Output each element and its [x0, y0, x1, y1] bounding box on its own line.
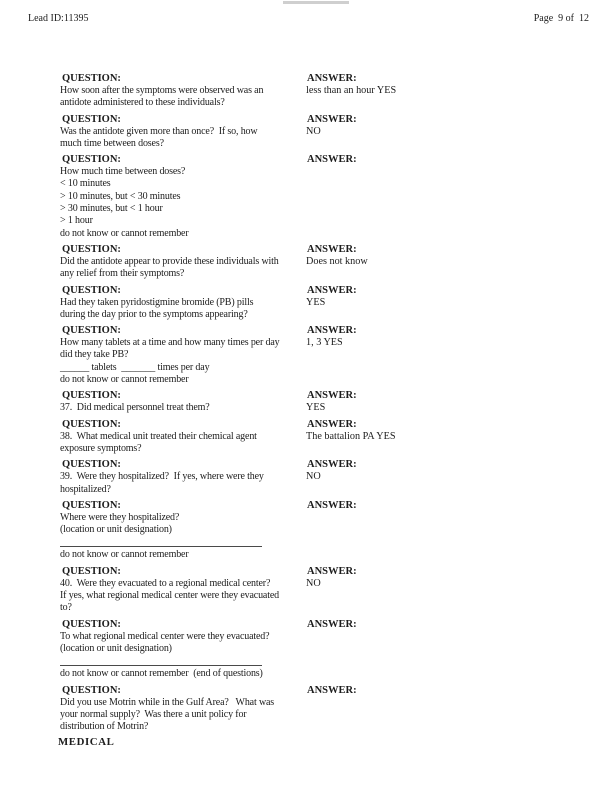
qa-block: [60, 618, 594, 681]
answer-column: [305, 113, 594, 151]
section-heading-medical: MEDICAL: [58, 736, 115, 749]
question-line: 40. Were they evacuated to a regional medical center?: [60, 577, 271, 589]
question-line: Had they taken pyridostigmine bromide (PB) pills: [60, 296, 254, 308]
question-column: [60, 153, 305, 240]
question-column: [60, 458, 305, 496]
question-label: QUESTION:: [62, 73, 121, 84]
question-line: How much time between doses?: [60, 166, 186, 178]
answer-column: [305, 389, 594, 414]
answer-label: ANSWER:: [307, 73, 357, 84]
question-column: [60, 565, 305, 615]
question-label: QUESTION:: [62, 284, 121, 296]
question-line: any relief from their symptoms?: [60, 268, 185, 280]
qa-block: [60, 389, 594, 414]
qa-block: [60, 418, 594, 456]
question-line: < 10 minutes: [60, 178, 111, 190]
question-column: [60, 324, 305, 386]
question-column: [60, 72, 305, 110]
answer-label: ANSWER:: [307, 684, 357, 696]
question-label: QUESTION:: [62, 113, 121, 125]
question-line: during the day prior to the symptoms appearing?: [60, 308, 248, 320]
lead-id: Lead ID:11395: [28, 13, 89, 24]
answer-label: ANSWER:: [307, 154, 357, 166]
answer-text: NO: [306, 125, 321, 137]
answer-text: The battalion PA YES: [306, 430, 396, 442]
answer-column: [305, 243, 594, 281]
question-column: [60, 618, 305, 681]
qa-block: [60, 113, 594, 151]
question-line: Did you use Motrin while in the Gulf Area? What was: [60, 696, 275, 708]
question-column: [60, 684, 305, 734]
question-line: > 30 minutes, but < 1 hour: [60, 203, 163, 215]
question-line: How many tablets at a time and how many times per day: [60, 337, 280, 349]
question-label: QUESTION:: [62, 390, 121, 402]
qa-block: [60, 324, 594, 386]
qa-block: [60, 243, 594, 281]
answer-column: [305, 618, 594, 681]
answer-column: [305, 153, 594, 240]
answer-text: NO: [306, 577, 321, 589]
qa-list: [0, 72, 612, 733]
question-column: [60, 418, 305, 456]
answer-label: ANSWER:: [307, 618, 357, 630]
question-label: QUESTION:: [62, 565, 121, 577]
qa-block: [60, 565, 594, 615]
separator-line: [60, 546, 262, 547]
scan-artifact: [283, 1, 349, 4]
question-line: 37. Did medical personnel treat them?: [60, 402, 210, 414]
answer-column: [305, 324, 594, 386]
qa-block: [60, 458, 594, 496]
question-column: [60, 243, 305, 281]
tail-line: do not know or cannot remember: [60, 549, 189, 561]
question-line: much time between doses?: [60, 137, 164, 149]
question-label: QUESTION:: [62, 618, 121, 630]
question-line: antidote administered to these individuals?: [60, 97, 225, 109]
question-line: do not know or cannot remember: [60, 374, 189, 386]
qa-block: [60, 72, 594, 110]
question-line: (location or unit designation): [60, 524, 172, 536]
question-line: Was the antidote given more than once? If so, how: [60, 125, 258, 137]
page-number: Page 9 of 12: [533, 13, 589, 24]
question-line: hospitalized?: [60, 483, 111, 495]
answer-label: ANSWER:: [307, 390, 357, 402]
question-line: 39. Were they hospitalized? If yes, where were they: [60, 471, 264, 483]
answer-label: ANSWER:: [307, 325, 357, 337]
question-line: (location or unit designation): [60, 642, 172, 654]
answer-column: [305, 72, 594, 110]
answer-column: [305, 684, 594, 734]
question-line: did they take PB?: [60, 349, 129, 361]
question-column: [60, 499, 305, 562]
question-column: [60, 113, 305, 151]
answer-label: ANSWER:: [307, 565, 357, 577]
question-line: exposure symptoms?: [60, 442, 142, 454]
answer-label: ANSWER:: [307, 499, 357, 511]
answer-column: [305, 418, 594, 456]
question-line: distribution of Motrin?: [60, 721, 149, 733]
question-line: To what regional medical center were they evacuated?: [60, 630, 270, 642]
answer-text: Does not know: [306, 255, 368, 267]
answer-label: ANSWER:: [307, 113, 357, 125]
answer-label: ANSWER:: [307, 418, 357, 430]
question-label: QUESTION:: [62, 459, 121, 471]
question-line: do not know or cannot remember: [60, 227, 189, 239]
separator-line: [60, 665, 262, 666]
answer-label: ANSWER:: [307, 459, 357, 471]
answer-text: YES: [306, 296, 326, 308]
question-line: your normal supply? Was there a unit policy for: [60, 708, 247, 720]
question-line: Did the antidote appear to provide these individuals with: [60, 255, 279, 267]
question-label: QUESTION:: [62, 418, 121, 430]
answer-column: [305, 458, 594, 496]
answer-column: [305, 565, 594, 615]
qa-block: [60, 499, 594, 562]
question-line: > 1 hour: [60, 215, 93, 227]
question-label: QUESTION:: [62, 684, 121, 696]
question-label: QUESTION:: [62, 325, 121, 337]
answer-text: NO: [306, 471, 321, 483]
question-label: QUESTION:: [62, 154, 121, 166]
question-line: > 10 minutes, but < 30 minutes: [60, 190, 181, 202]
question-line: to?: [60, 602, 72, 614]
question-label: QUESTION:: [62, 243, 121, 255]
qa-block: [60, 684, 594, 734]
answer-column: [305, 499, 594, 562]
question-column: [60, 389, 305, 414]
question-line: If yes, what regional medical center were they evacuated: [60, 590, 279, 602]
question-line: ______ tablets _______ times per day: [60, 361, 210, 373]
answer-column: [305, 284, 594, 322]
question-line: Where were they hospitalized?: [60, 511, 180, 523]
question-line: How soon after the symptoms were observed was an: [60, 85, 264, 96]
answer-text: YES: [306, 402, 326, 414]
answer-label: ANSWER:: [307, 284, 357, 296]
question-column: [60, 284, 305, 322]
question-label: QUESTION:: [62, 499, 121, 511]
tail-line: do not know or cannot remember (end of questions): [60, 668, 263, 680]
qa-block: [60, 284, 594, 322]
answer-text: less than an hour YES: [306, 85, 397, 96]
answer-text: 1, 3 YES: [306, 337, 343, 349]
qa-block: [60, 153, 594, 240]
answer-label: ANSWER:: [307, 243, 357, 255]
question-line: 38. What medical unit treated their chemical agent: [60, 430, 257, 442]
